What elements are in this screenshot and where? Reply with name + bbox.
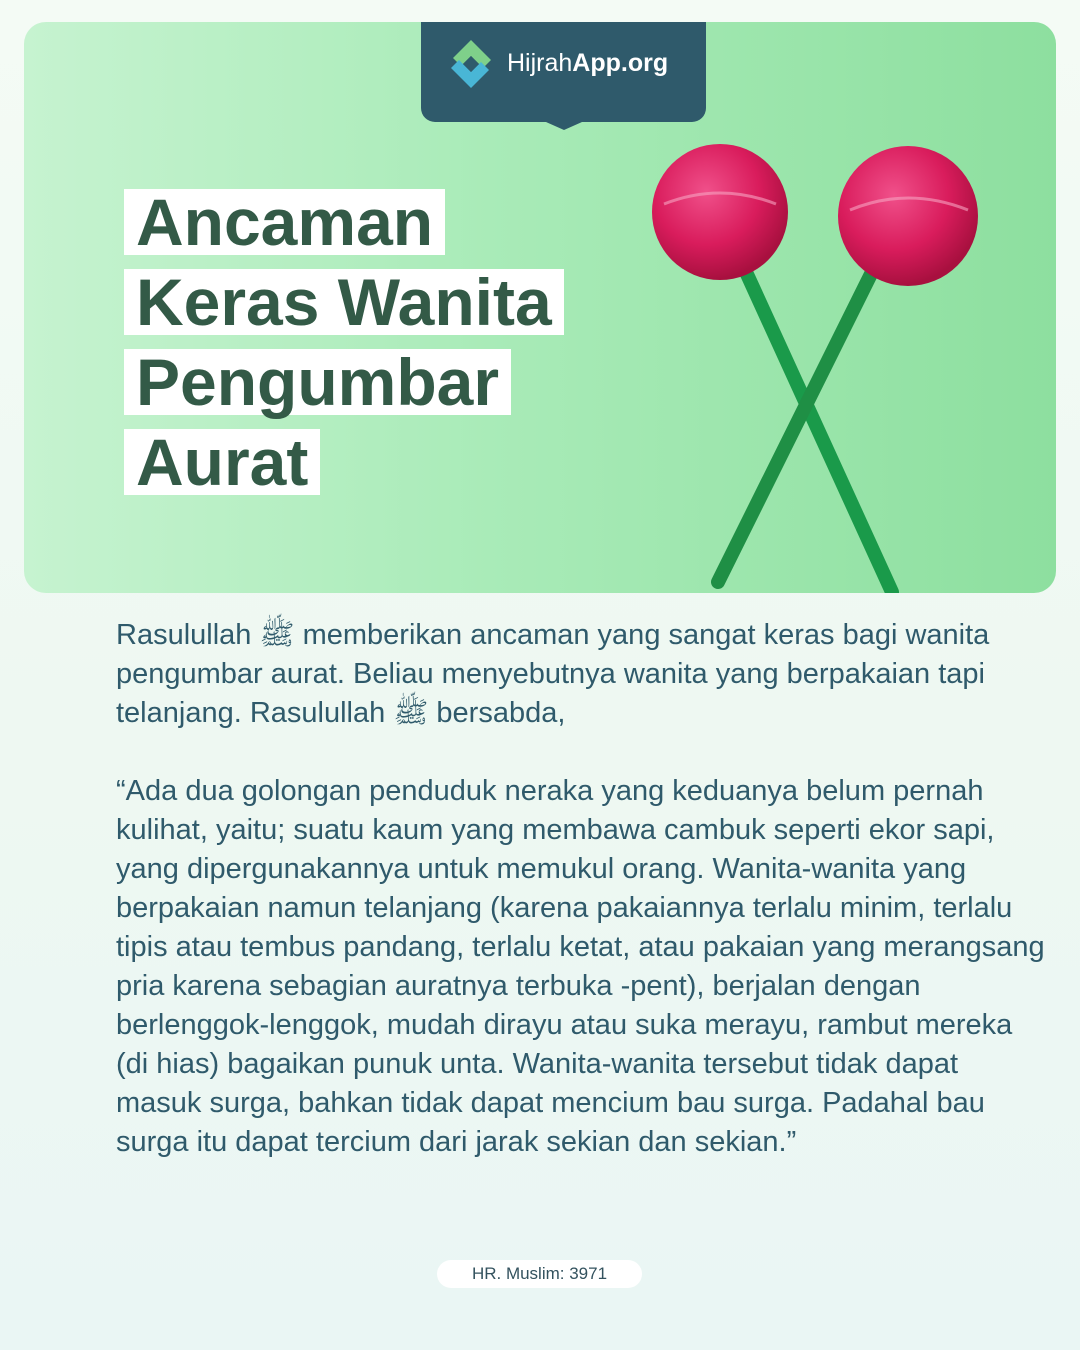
brand-tab[interactable] [421, 22, 706, 122]
title-line: Aurat [124, 422, 564, 502]
quote-paragraph: “Ada dua golongan penduduk neraka yang keduanya belum pernah kulihat, yaitu; suatu kaum yang membawa cambuk seperti ekor sapi, yang dipergunakannya untuk memukul orang. Wanita-wanita yang berpakaian namun telanjang (karena pakaiannya terlalu minim, terlalu tipis atau tembus pandang, terlalu ketat, atau pakaian yang merangsang pria karena sebagian auratnya terbuka -pent), berjalan dengan berlenggok-lenggok, mudah dirayu atau suka merayu, rambut mereka (di hias) bagaikan punuk unta. Wanita-wanita tersebut tidak dapat masuk surga, bahkan tidak dapat mencium bau surga. Padahal bau surga itu dapat tercium dari jarak sekian dan sekian.” [116, 775, 1045, 1158]
hijrahapp-logo-icon [441, 34, 501, 94]
lollipop-stick-right [718, 272, 872, 582]
intro-paragraph: Rasulullah ﷺ memberikan ancaman yang sangat keras bagi wanita pengumbar aurat. Beliau menyebutnya wanita yang berpakaian tapi telanjang. Rasulullah ﷺ bersabda, [116, 619, 990, 729]
title-line: Keras Wanita [124, 262, 564, 342]
brand-tab-notch [546, 122, 582, 130]
lollipop-stick-left [746, 272, 892, 592]
lollipop-candy-left [652, 144, 788, 280]
brand-name-bold: App [572, 49, 621, 77]
brand-name [507, 48, 668, 78]
title-line: Ancaman [124, 182, 564, 262]
title-line: Pengumbar [124, 342, 564, 422]
hadith-text [116, 616, 1046, 1162]
brand-name-suffix: .org [620, 49, 669, 77]
brand-name-regular: Hijrah [507, 49, 573, 77]
paragraph-gap [116, 733, 1046, 772]
lollipop-candy-right [838, 146, 978, 286]
hero-banner [24, 22, 1056, 593]
page-title [124, 182, 564, 502]
two-crossed-lollipops-icon [624, 112, 1044, 593]
source-badge: HR. Muslim: 3971 [437, 1260, 642, 1288]
